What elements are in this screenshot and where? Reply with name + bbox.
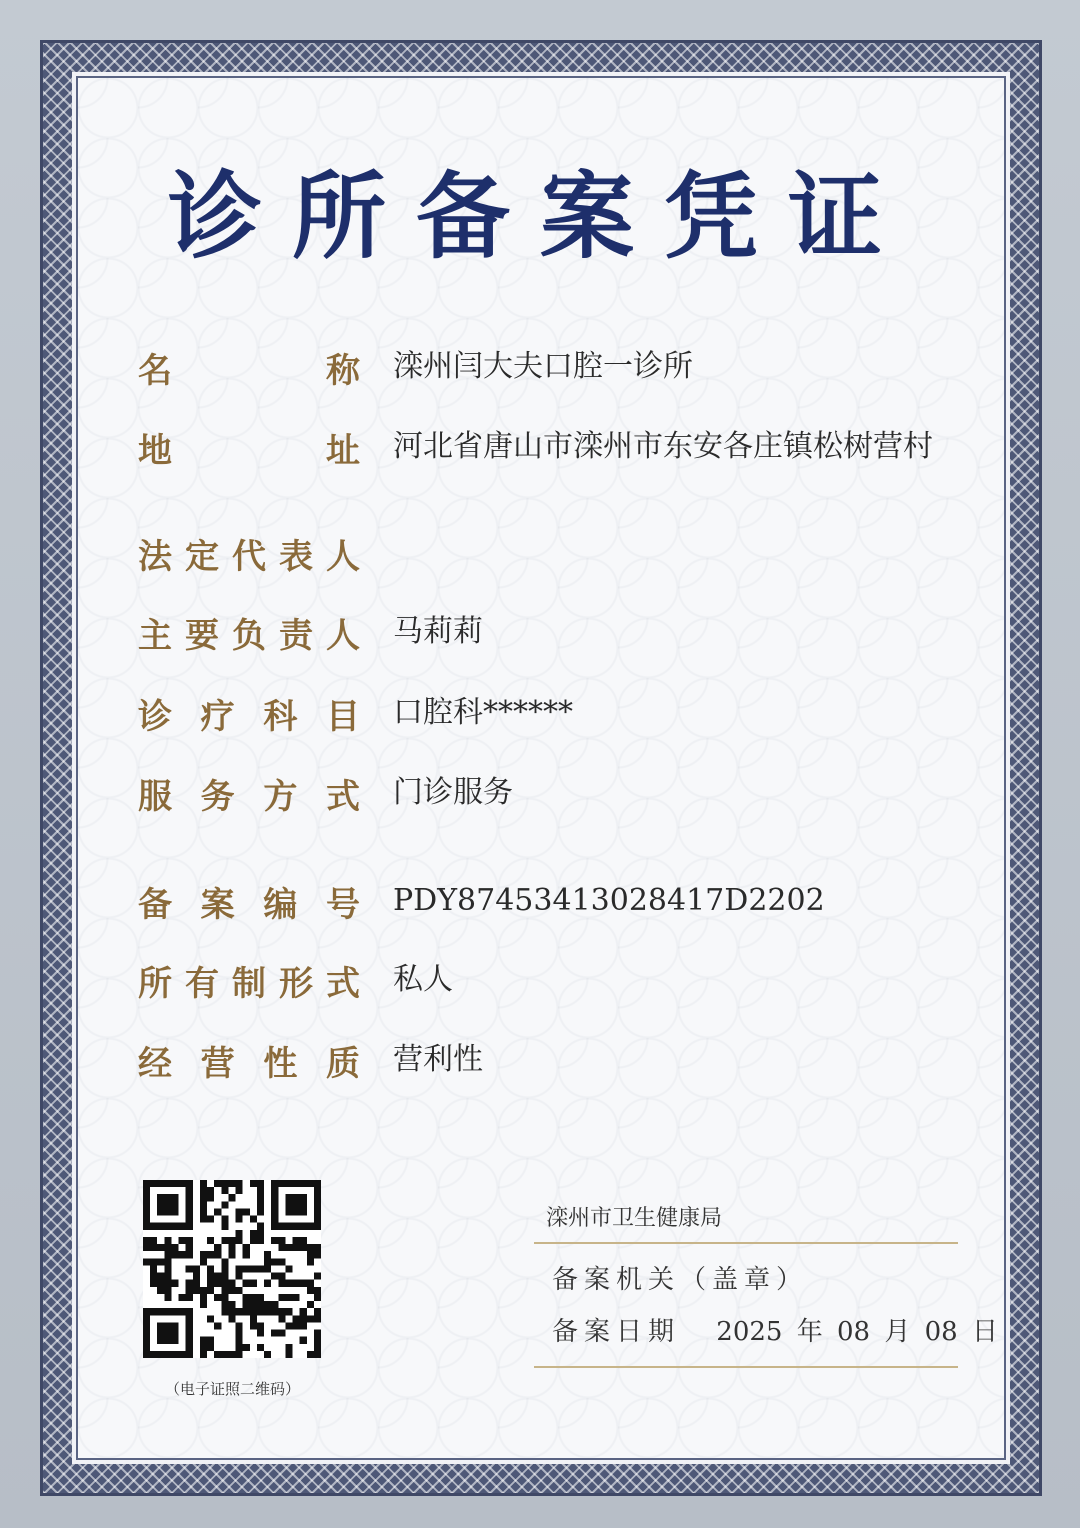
field-label [138, 1035, 360, 1085]
divider-line [534, 1242, 958, 1244]
label-char: 编 [263, 884, 298, 925]
field-row-responsible-person [138, 607, 958, 657]
label-char: 主 [138, 615, 172, 656]
label-char: 表 [279, 536, 313, 577]
label-char: 所 [138, 963, 172, 1004]
label-char: 定 [185, 536, 219, 577]
field-row-ownership [138, 955, 958, 1005]
label-char: 备 [138, 884, 172, 925]
label-char: 名 [138, 350, 172, 391]
label-char: 方 [263, 776, 298, 817]
field-label [138, 607, 360, 657]
label-char: 科 [263, 696, 298, 737]
field-row-record-number [138, 876, 958, 926]
label-char: 址 [326, 430, 360, 471]
label-char: 人 [326, 536, 360, 577]
label-char: 法 [138, 536, 172, 577]
date-day: 08 [924, 1317, 958, 1347]
label-char: 号 [325, 884, 360, 925]
field-label [138, 528, 360, 578]
date-year-unit: 年 [796, 1317, 823, 1347]
authority-name: 滦州市卫生健康局 [546, 1206, 723, 1231]
field-row-business-nature [138, 1035, 958, 1085]
label-char: 负 [232, 615, 266, 656]
field-value: PDY87453413028417D2202 [393, 883, 825, 918]
certificate-title: 诊所备案凭证 [167, 163, 912, 272]
field-label [138, 768, 360, 818]
field-row-legal-rep [138, 528, 958, 578]
label-char: 称 [326, 350, 360, 391]
field-value: 门诊服务 [393, 775, 513, 810]
label-char: 要 [185, 615, 219, 656]
date-day-unit: 日 [972, 1317, 999, 1347]
date-year: 2025 [716, 1317, 783, 1347]
label-char: 式 [325, 776, 360, 817]
label-char: 经 [138, 1043, 172, 1084]
field-label [138, 876, 360, 926]
field-value: 口腔科****** [393, 695, 573, 730]
authority-label: 备案机关（盖章） [552, 1265, 809, 1295]
label-char: 质 [325, 1043, 360, 1084]
date-month-unit: 月 [884, 1317, 911, 1347]
label-char: 人 [326, 615, 360, 656]
label-char: 诊 [138, 696, 172, 737]
date-month: 08 [837, 1317, 871, 1347]
field-value: 营利性 [393, 1042, 483, 1077]
label-char: 形 [279, 963, 313, 1004]
label-char: 案 [200, 884, 235, 925]
field-row-departments [138, 688, 958, 738]
date-label: 备案日期 [552, 1317, 681, 1347]
field-row-name [138, 342, 958, 392]
record-date [552, 1314, 998, 1350]
field-row-service-mode [138, 768, 958, 818]
divider-line [534, 1366, 958, 1368]
label-char: 代 [232, 536, 266, 577]
field-label [138, 688, 360, 738]
field-label [138, 342, 360, 392]
field-label [138, 955, 360, 1005]
label-char: 性 [263, 1043, 298, 1084]
field-value: 河北省唐山市滦州市东安各庄镇松树营村 [393, 429, 933, 464]
field-value: 马莉莉 [393, 614, 483, 649]
label-char: 制 [232, 963, 266, 1004]
qr-code [143, 1180, 321, 1358]
label-char: 营 [200, 1043, 235, 1084]
field-value: 私人 [393, 962, 453, 997]
field-value: 滦州闫大夫口腔一诊所 [393, 349, 693, 384]
label-char: 责 [279, 615, 313, 656]
label-char: 式 [326, 963, 360, 1004]
field-row-address [138, 422, 958, 472]
label-char: 务 [200, 776, 235, 817]
label-char: 目 [325, 696, 360, 737]
label-char: 疗 [200, 696, 235, 737]
qr-caption: （电子证照二维码） [164, 1380, 300, 1398]
label-char: 地 [138, 430, 172, 471]
label-char: 有 [185, 963, 219, 1004]
label-char: 服 [138, 776, 172, 817]
field-label [138, 422, 360, 472]
